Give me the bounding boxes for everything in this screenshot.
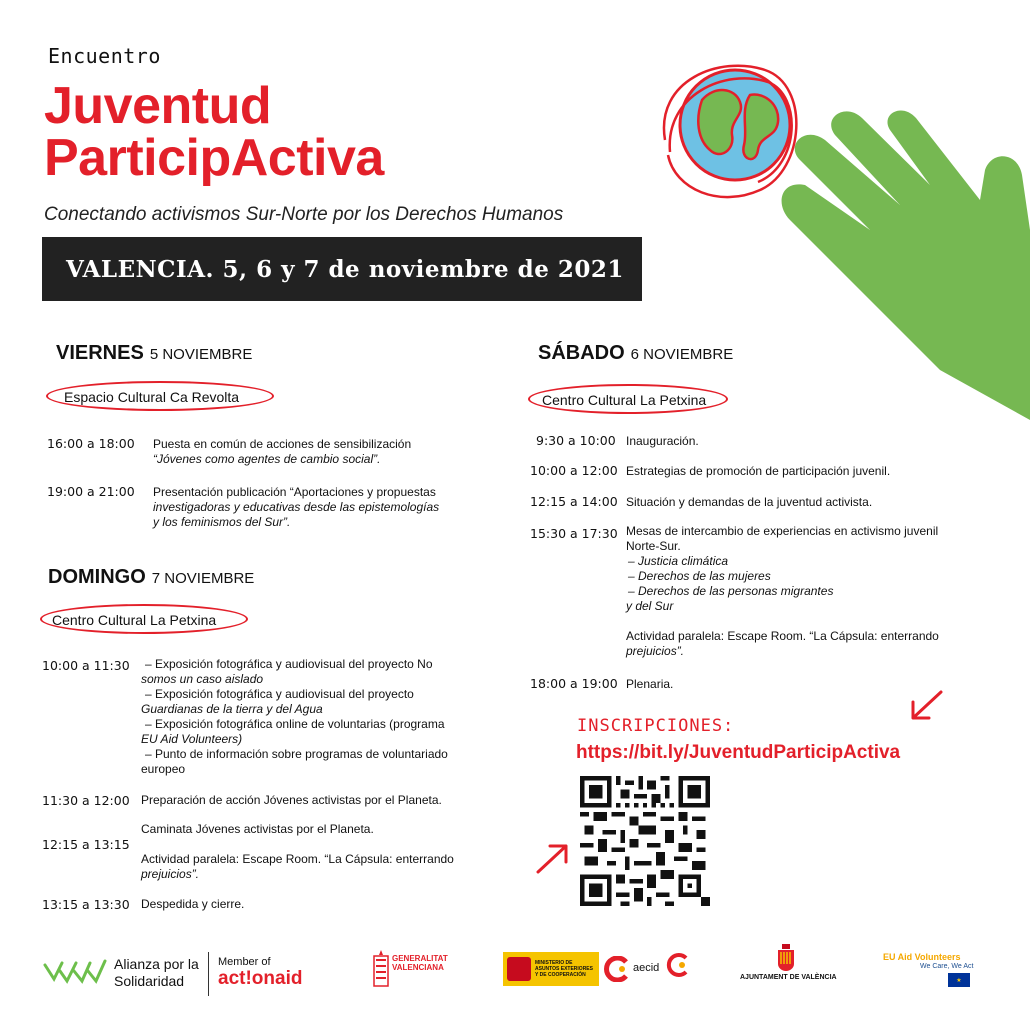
day-header-sabado bbox=[538, 342, 733, 365]
time-slot: 16:00 a 18:00 bbox=[47, 436, 135, 451]
desc-line bbox=[626, 614, 966, 629]
session-description bbox=[626, 524, 966, 659]
venue-domingo: Centro Cultural La Petxina bbox=[52, 612, 217, 628]
desc-line: “Jóvenes como agentes de cambio social”. bbox=[153, 452, 381, 466]
arrow-down-left-icon bbox=[905, 688, 947, 724]
title-line-2: ParticipActiva bbox=[44, 129, 384, 187]
cooperacion-espanola-icon bbox=[666, 952, 690, 978]
generalitat-logo bbox=[392, 954, 448, 972]
session-description bbox=[141, 657, 471, 777]
desc-line: – Punto de información sobre programas de voluntariado bbox=[145, 747, 448, 761]
desc-line: Norte-Sur. bbox=[626, 539, 681, 553]
arrow-up-right-icon bbox=[532, 836, 574, 878]
desc-line: – Exposición fotográfica y audiovisual del proyecto bbox=[145, 687, 414, 701]
registration-link[interactable]: https://bit.ly/JuventudParticipActiva bbox=[576, 742, 901, 763]
alianza-logo-icon bbox=[42, 955, 108, 985]
spain-coat-icon bbox=[507, 957, 531, 981]
desc-line: y del Sur bbox=[626, 599, 674, 613]
day-name: DOMINGO bbox=[48, 566, 146, 588]
desc-line: EU Aid Volunteers) bbox=[141, 732, 243, 746]
globe-icon bbox=[680, 70, 790, 180]
time-slot: 10:00 a 11:30 bbox=[42, 658, 130, 673]
alianza-line: Solidaridad bbox=[114, 973, 185, 989]
session-description: Situación y demandas de la juventud activista. bbox=[626, 495, 873, 509]
eu-aid-logo: EU Aid Volunteers bbox=[883, 952, 961, 962]
actionaid-logo: act!onaid bbox=[218, 968, 303, 989]
day-name: SÁBADO bbox=[538, 342, 625, 364]
logo-divider bbox=[208, 952, 209, 996]
day-header-viernes bbox=[56, 342, 252, 365]
aecid-logo: aecid bbox=[633, 962, 660, 974]
session-description bbox=[153, 485, 493, 530]
desc-line: somos un caso aislado bbox=[141, 672, 264, 686]
day-name: VIERNES bbox=[56, 342, 144, 364]
eu-aid-tagline: We Care, We Act bbox=[920, 963, 974, 970]
green-hand-icon bbox=[782, 110, 1030, 420]
session-description: Preparación de acción Jóvenes activistas por el Planeta. bbox=[141, 793, 442, 807]
inscripciones-label: INSCRIPCIONES: bbox=[577, 716, 735, 736]
session-description bbox=[153, 437, 493, 467]
day-date: 5 NOVIEMBRE bbox=[149, 346, 253, 363]
time-slot: 11:30 a 12:00 bbox=[42, 793, 130, 808]
session-description: Despedida y cierre. bbox=[141, 897, 245, 911]
session-description: Plenaria. bbox=[626, 677, 674, 691]
desc-line: – Derechos de las mujeres bbox=[628, 569, 771, 583]
date-banner bbox=[42, 237, 642, 301]
desc-line: y los feminismos del Sur”. bbox=[153, 515, 291, 529]
desc-line: – Justicia climática bbox=[628, 554, 729, 568]
alianza-line: Alianza por la bbox=[114, 956, 199, 972]
time-slot: 15:30 a 17:30 bbox=[530, 526, 618, 541]
eu-flag-icon: ★ bbox=[948, 973, 970, 987]
ministerio-text: MINISTERIO DE ASUNTOS EXTERIORES Y DE COOPERACIÓN bbox=[535, 960, 593, 978]
title-line-1: Juventud bbox=[44, 77, 272, 135]
desc-line: Mesas de intercambio de experiencias en activismo juvenil bbox=[626, 524, 939, 538]
desc-line: – Exposición fotográfica online de voluntarias (programa bbox=[145, 717, 445, 731]
desc-line: europeo bbox=[141, 762, 186, 776]
desc-line: prejuicios”. bbox=[626, 644, 685, 658]
desc-line bbox=[141, 837, 471, 852]
time-slot: 10:00 a 12:00 bbox=[530, 463, 618, 478]
time-slot: 12:15 a 14:00 bbox=[530, 494, 618, 509]
time-slot: 12:15 a 13:15 bbox=[42, 837, 130, 852]
venue-viernes: Espacio Cultural Ca Revolta bbox=[64, 389, 240, 405]
ajuntament-logo: AJUNTAMENT DE VALÈNCIA bbox=[740, 974, 837, 981]
time-slot: 18:00 a 19:00 bbox=[530, 676, 618, 691]
session-description: Estrategias de promoción de participación juvenil. bbox=[626, 464, 891, 478]
generalitat-line: VALENCIANA bbox=[392, 963, 444, 972]
desc-line: Presentación publicación “Aportaciones y propuestas bbox=[153, 485, 436, 499]
generalitat-emblem-icon bbox=[372, 950, 390, 990]
generalitat-line: GENERALITAT bbox=[392, 954, 448, 963]
venue-sabado: Centro Cultural La Petxina bbox=[542, 392, 707, 408]
qr-code-icon[interactable] bbox=[580, 776, 710, 906]
time-slot: 19:00 a 21:00 bbox=[47, 484, 135, 499]
desc-line: Caminata Jóvenes activistas por el Planeta. bbox=[141, 822, 374, 836]
event-kicker: Encuentro bbox=[48, 44, 161, 68]
desc-line: – Derechos de las personas migrantes bbox=[628, 584, 834, 598]
desc-line: prejuicios”. bbox=[141, 867, 200, 881]
day-header-domingo bbox=[48, 566, 254, 589]
desc-line: Puesta en común de acciones de sensibilización bbox=[153, 437, 412, 451]
date-banner-text: VALENCIA. 5, 6 y 7 de noviembre de 2021 bbox=[66, 255, 624, 283]
desc-line: – Exposición fotográfica y audiovisual del proyecto No bbox=[145, 657, 433, 671]
valencia-crest-icon bbox=[775, 944, 797, 972]
day-date: 7 NOVIEMBRE bbox=[151, 570, 255, 587]
alianza-logo-text bbox=[114, 956, 199, 990]
ministerio-logo bbox=[503, 952, 599, 986]
subtitle: Conectando activismos Sur-Norte por los Derechos Humanos bbox=[44, 204, 564, 225]
desc-line: Actividad paralela: Escape Room. “La Cápsula: enterrando bbox=[626, 629, 939, 643]
day-date: 6 NOVIEMBRE bbox=[630, 346, 734, 363]
time-slot: 13:15 a 13:30 bbox=[42, 897, 130, 912]
time-slot: 9:30 a 10:00 bbox=[536, 433, 616, 448]
desc-line: Guardianas de la tierra y del Agua bbox=[141, 702, 323, 716]
session-description bbox=[141, 822, 471, 882]
session-description: Inauguración. bbox=[626, 434, 699, 448]
member-of-label: Member of bbox=[218, 956, 271, 968]
aecid-c-icon bbox=[604, 956, 630, 982]
desc-line: investigadoras y educativas desde las epistemologías bbox=[153, 500, 440, 514]
desc-line: Actividad paralela: Escape Room. “La Cápsula: enterrando bbox=[141, 852, 454, 866]
